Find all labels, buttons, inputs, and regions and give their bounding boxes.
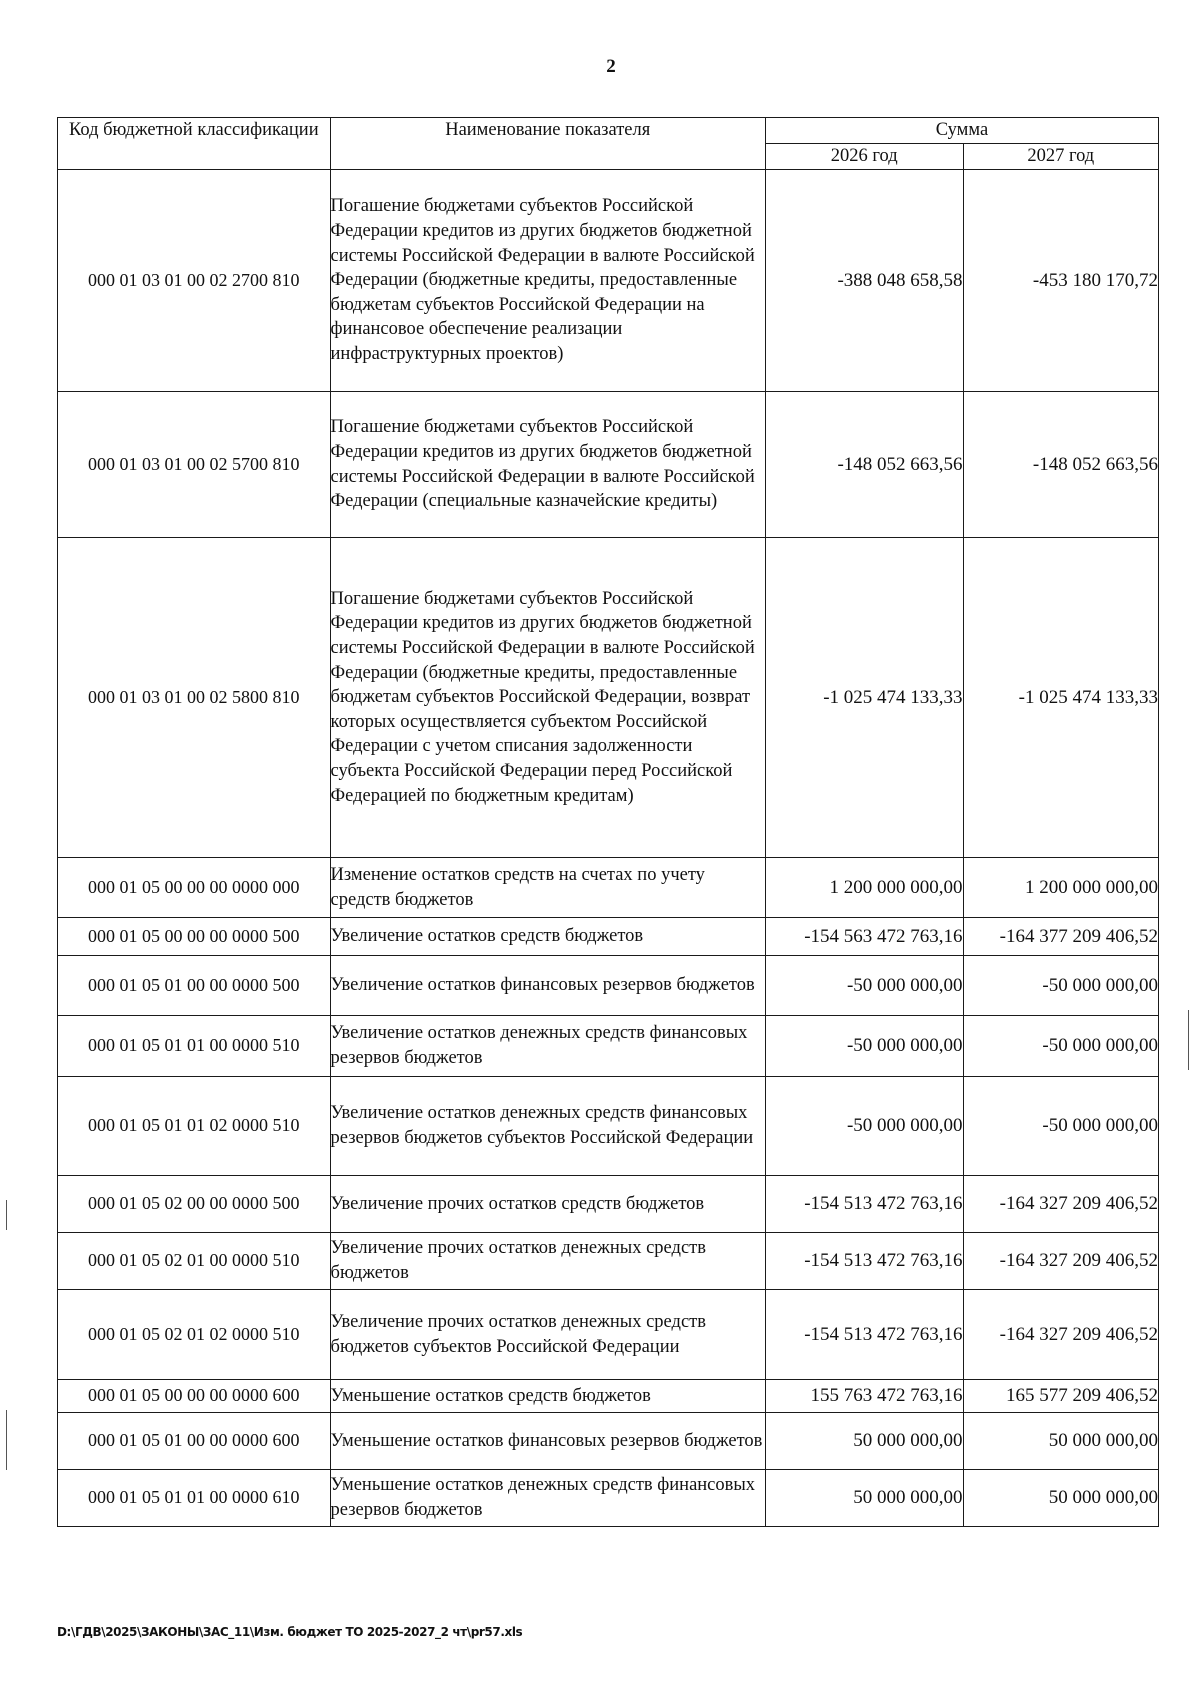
table-row — [58, 170, 1159, 392]
table-row — [58, 918, 1159, 956]
row-name: Изменение остатков средств на счетах по учету средств бюджетов — [330, 858, 765, 918]
row-amount-2026: 1 200 000 000,00 — [765, 858, 963, 918]
table-row — [58, 956, 1159, 1016]
row-code: 000 01 03 01 00 02 5800 810 — [58, 538, 331, 858]
row-amount-2026: -50 000 000,00 — [765, 1016, 963, 1077]
row-code: 000 01 05 00 00 00 0000 600 — [58, 1380, 331, 1413]
row-code: 000 01 05 02 01 02 0000 510 — [58, 1290, 331, 1380]
row-code: 000 01 03 01 00 02 5700 810 — [58, 392, 331, 538]
row-code: 000 01 05 01 00 00 0000 500 — [58, 956, 331, 1016]
row-amount-2026: 155 763 472 763,16 — [765, 1380, 963, 1413]
row-code: 000 01 05 00 00 00 0000 000 — [58, 858, 331, 918]
table-row — [58, 1413, 1159, 1470]
row-amount-2026: -50 000 000,00 — [765, 956, 963, 1016]
table-row — [58, 1470, 1159, 1527]
row-name: Уменьшение остатков средств бюджетов — [330, 1380, 765, 1413]
row-amount-2026: -50 000 000,00 — [765, 1077, 963, 1176]
row-amount-2026: -148 052 663,56 — [765, 392, 963, 538]
table-header — [58, 118, 1159, 170]
scan-margin-mark — [6, 1410, 7, 1470]
row-amount-2027: -164 327 209 406,52 — [963, 1176, 1158, 1233]
row-amount-2026: -154 513 472 763,16 — [765, 1290, 963, 1380]
budget-table — [57, 117, 1159, 1527]
row-amount-2027: -50 000 000,00 — [963, 1077, 1158, 1176]
table-row — [58, 538, 1159, 858]
row-name: Погашение бюджетами субъектов Российской Федерации кредитов из других бюджетов бюджетной системы Российской Федерации в валюте Российской Федерации (бюджетные кредиты, предоставленные бюджетам субъектов Российской Федерации на финансовое обеспечение реализации инфраструктурных проектов) — [330, 170, 765, 392]
row-code: 000 01 05 01 01 00 0000 610 — [58, 1470, 331, 1527]
table-row — [58, 1077, 1159, 1176]
header-code: Код бюджетной классификации — [58, 118, 331, 170]
header-year-2026: 2026 год — [765, 144, 963, 170]
table-body — [58, 170, 1159, 1527]
row-code: 000 01 05 02 00 00 0000 500 — [58, 1176, 331, 1233]
row-amount-2026: -154 513 472 763,16 — [765, 1176, 963, 1233]
file-path-footer: D:\ГДВ\2025\ЗАКОНЫ\ЗАС_11\Изм. бюджет ТО 2025-2027_2 чт\pr57.xls — [57, 1625, 523, 1639]
row-amount-2027: 50 000 000,00 — [963, 1413, 1158, 1470]
table-row — [58, 858, 1159, 918]
table-row — [58, 392, 1159, 538]
row-amount-2026: 50 000 000,00 — [765, 1470, 963, 1527]
row-name: Погашение бюджетами субъектов Российской Федерации кредитов из других бюджетов бюджетной системы Российской Федерации в валюте Российской Федерации (бюджетные кредиты, предоставленные бюджетам субъектов Российской Федерации, возврат которых осуществляется субъектом Российской Федерации с учетом списания задолженности субъекта Российской Федерации перед Российской Федерацией по бюджетным кредитам) — [330, 538, 765, 858]
row-amount-2027: -50 000 000,00 — [963, 956, 1158, 1016]
row-amount-2027: 165 577 209 406,52 — [963, 1380, 1158, 1413]
row-name: Уменьшение остатков денежных средств финансовых резервов бюджетов — [330, 1470, 765, 1527]
row-amount-2027: -453 180 170,72 — [963, 170, 1158, 392]
row-amount-2027: 50 000 000,00 — [963, 1470, 1158, 1527]
table-row — [58, 1380, 1159, 1413]
row-amount-2026: -1 025 474 133,33 — [765, 538, 963, 858]
header-sum: Сумма — [765, 118, 1158, 144]
page-number: 2 — [606, 56, 616, 77]
row-amount-2027: -164 327 209 406,52 — [963, 1233, 1158, 1290]
row-amount-2026: -154 513 472 763,16 — [765, 1233, 963, 1290]
row-name: Увеличение остатков финансовых резервов бюджетов — [330, 956, 765, 1016]
row-amount-2026: -388 048 658,58 — [765, 170, 963, 392]
row-code: 000 01 05 01 00 00 0000 600 — [58, 1413, 331, 1470]
row-name: Погашение бюджетами субъектов Российской Федерации кредитов из других бюджетов бюджетной системы Российской Федерации в валюте Российской Федерации (специальные казначейские кредиты) — [330, 392, 765, 538]
table-row — [58, 1176, 1159, 1233]
row-code: 000 01 05 01 01 00 0000 510 — [58, 1016, 331, 1077]
row-amount-2027: -164 327 209 406,52 — [963, 1290, 1158, 1380]
row-name: Увеличение остатков денежных средств финансовых резервов бюджетов субъектов Российской Федерации — [330, 1077, 765, 1176]
row-code: 000 01 05 02 01 00 0000 510 — [58, 1233, 331, 1290]
scan-margin-mark — [6, 1200, 7, 1230]
row-code: 000 01 05 00 00 00 0000 500 — [58, 918, 331, 956]
row-amount-2027: -148 052 663,56 — [963, 392, 1158, 538]
row-name: Увеличение прочих остатков денежных средств бюджетов — [330, 1233, 765, 1290]
table-row — [58, 1233, 1159, 1290]
row-amount-2026: -154 563 472 763,16 — [765, 918, 963, 956]
row-code: 000 01 03 01 00 02 2700 810 — [58, 170, 331, 392]
row-amount-2027: -164 377 209 406,52 — [963, 918, 1158, 956]
row-name: Увеличение остатков денежных средств финансовых резервов бюджетов — [330, 1016, 765, 1077]
row-name: Увеличение прочих остатков средств бюджетов — [330, 1176, 765, 1233]
row-amount-2027: -50 000 000,00 — [963, 1016, 1158, 1077]
table-row — [58, 1016, 1159, 1077]
row-name: Увеличение остатков средств бюджетов — [330, 918, 765, 956]
row-amount-2026: 50 000 000,00 — [765, 1413, 963, 1470]
table-row — [58, 1290, 1159, 1380]
scan-margin-mark — [1188, 1010, 1189, 1070]
header-name: Наименование показателя — [330, 118, 765, 170]
row-amount-2027: 1 200 000 000,00 — [963, 858, 1158, 918]
row-code: 000 01 05 01 01 02 0000 510 — [58, 1077, 331, 1176]
row-name: Увеличение прочих остатков денежных средств бюджетов субъектов Российской Федерации — [330, 1290, 765, 1380]
row-name: Уменьшение остатков финансовых резервов бюджетов — [330, 1413, 765, 1470]
header-year-2027: 2027 год — [963, 144, 1158, 170]
row-amount-2027: -1 025 474 133,33 — [963, 538, 1158, 858]
